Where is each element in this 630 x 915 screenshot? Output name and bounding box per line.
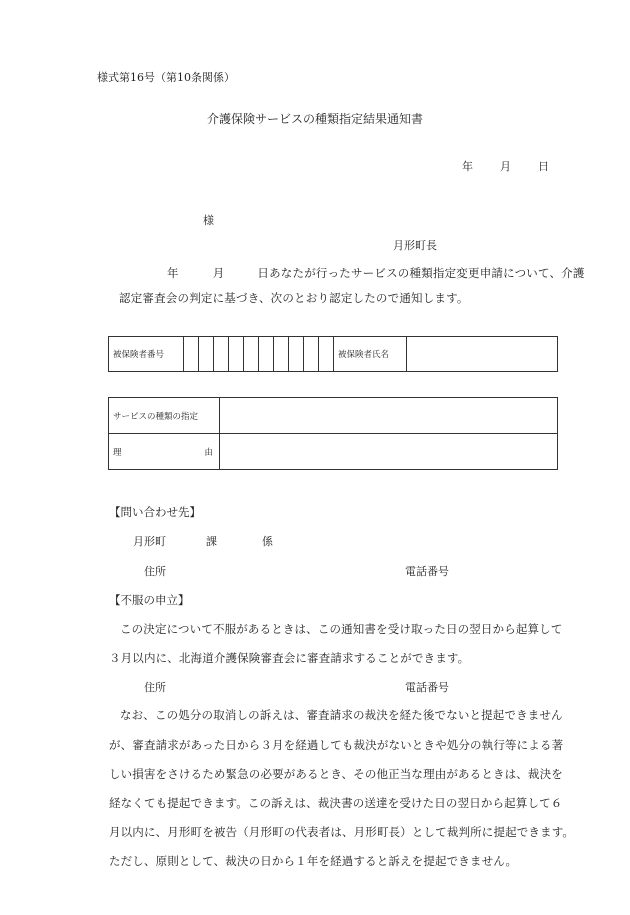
objection-line-1: この決定について不服があるときは、この通知書を受け取った日の翌日から起算して <box>120 622 563 636</box>
insured-number-digit-box[interactable] <box>304 337 319 372</box>
document-title: 介護保険サービスの種類指定結果通知書 <box>206 112 423 126</box>
intro-line-2: 認定審査会の判定に基づき、次のとおり認定したので通知します。 <box>119 291 469 305</box>
inquiry-town: 月形町 <box>133 535 166 548</box>
objection-line-4: が、審査請求があった日から３月を経過しても裁決がないときや処分の執行等による著 <box>109 738 564 752</box>
inquiry-staff: 係 <box>262 535 273 548</box>
objection-line-2: ３月以内に、北海道介護保険審査会に審査請求することができます。 <box>109 651 470 665</box>
inquiry-address-label: 住所 <box>144 565 166 578</box>
insured-number-digit-box[interactable] <box>289 337 304 372</box>
insured-name-label: 被保険者氏名 <box>334 337 407 372</box>
inquiry-office <box>133 533 273 549</box>
objection-line-7: 月以内に、月形町を被告（月形町の代表者は、月形町長）として裁判所に提起できます。 <box>109 825 575 839</box>
addressee-suffix: 様 <box>203 214 214 227</box>
service-type-field[interactable] <box>220 398 558 434</box>
objection-line-8: ただし、原則として、裁決の日から１年を経過すると訴えを提起できません。 <box>109 854 518 868</box>
date-month-label: 月 <box>500 160 511 173</box>
insured-number-digit-box[interactable] <box>214 337 229 372</box>
objection-phone-label: 電話番号 <box>405 681 449 694</box>
reason-label <box>109 434 220 470</box>
insured-number-digit-box[interactable] <box>229 337 244 372</box>
insured-number-digit-box[interactable] <box>319 337 334 372</box>
reason-char-2: 由 <box>204 447 213 458</box>
insured-number-digit-box[interactable] <box>259 337 274 372</box>
service-type-label: サービスの種類の指定 <box>109 398 220 434</box>
inquiry-section: 課 <box>206 535 217 548</box>
intro-month-label: 月 <box>212 266 225 280</box>
objection-line-3: なお、この処分の取消しの訴えは、審査請求の裁決を経た後でないと提起できません <box>120 708 563 722</box>
insured-number-digit-box[interactable] <box>274 337 289 372</box>
reason-char-1: 理 <box>113 447 122 458</box>
reason-field[interactable] <box>220 434 558 470</box>
intro-year-label: 年 <box>167 266 179 280</box>
insured-number-digit-box[interactable] <box>199 337 214 372</box>
form-number: 様式第16号（第10条関係） <box>97 71 235 84</box>
intro-line-1-text: 日あなたが行ったサービスの種類指定変更申請について、介護 <box>257 266 585 280</box>
insured-info-table <box>108 336 558 372</box>
insured-number-label: 被保険者番号 <box>109 337 184 372</box>
inquiry-phone-label: 電話番号 <box>405 565 449 578</box>
service-designation-table <box>108 397 558 470</box>
insured-number-digit-box[interactable] <box>184 337 199 372</box>
inquiry-heading: 【問い合わせ先】 <box>109 505 201 519</box>
insured-name-field[interactable] <box>407 337 558 372</box>
objection-line-5: しい損害をさけるため緊急の必要があるとき、その他正当な理由があるときは、裁決を <box>109 767 563 781</box>
issuer-name: 月形町長 <box>393 239 437 252</box>
issue-date <box>462 158 549 174</box>
insured-number-digit-box[interactable] <box>244 337 259 372</box>
intro-line-1 <box>167 265 585 281</box>
objection-heading: 【不服の申立】 <box>109 593 190 607</box>
date-day-label: 日 <box>538 160 549 173</box>
date-year-label: 年 <box>462 160 473 173</box>
objection-line-6: 経なくても提起できます。この訴えは、裁決書の送達を受けた日の翌日から起算して６ <box>109 796 563 810</box>
objection-address-label: 住所 <box>144 681 166 694</box>
